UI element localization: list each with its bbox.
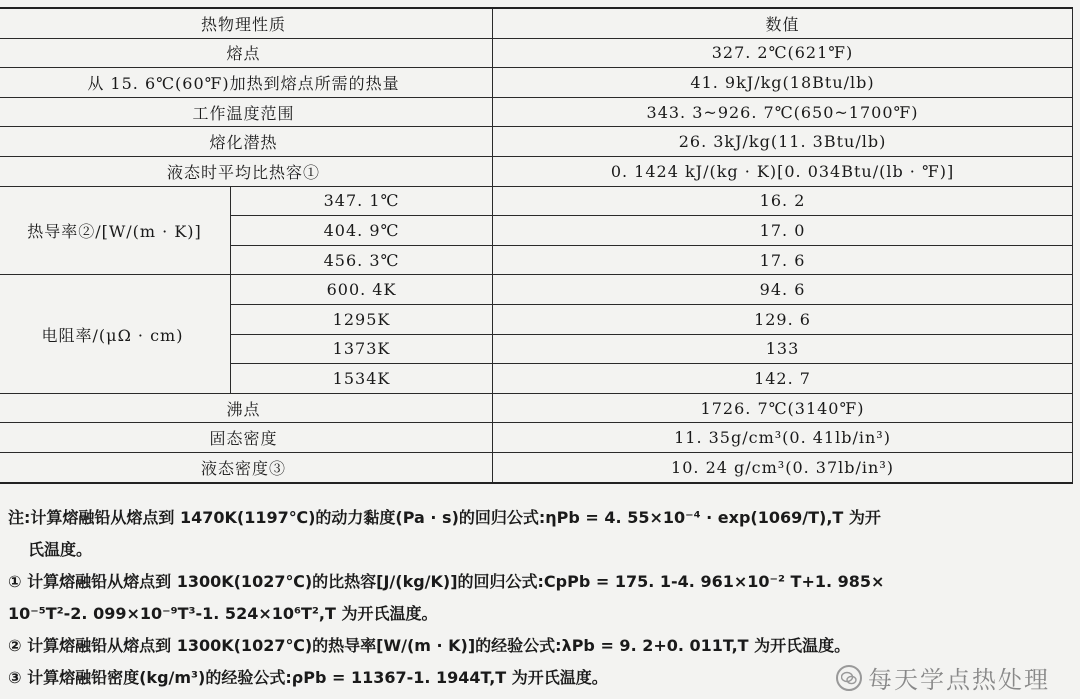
table-row [0,127,1073,157]
resistivity-value: 142. 7 [493,364,1073,394]
watermark-text: 每天学点热处理 [868,666,1050,694]
row-value: 11. 35g/cm³(0. 41lb/in³) [493,423,1073,453]
conductivity-value: 17. 0 [493,216,1073,246]
row-value: 343. 3~926. 7℃(650~1700℉) [493,97,1073,127]
resistivity-value: 133 [493,334,1073,364]
resistivity-value: 94. 6 [493,275,1073,305]
table-row [0,452,1073,482]
row-value: 1726. 7℃(3140℉) [493,393,1073,423]
row-label: 工作温度范围 [0,97,493,127]
table-row [0,97,1073,127]
resistivity-value: 129. 6 [493,304,1073,334]
watermark [836,660,1050,695]
row-value: 41. 9kJ/kg(18Btu/lb) [493,68,1073,98]
conductivity-temp: 456. 3℃ [231,245,493,275]
thermophysical-properties-table [0,7,1073,484]
conductivity-temp: 347. 1℃ [231,186,493,216]
wechat-icon [836,665,862,691]
table-row [0,275,1073,305]
table-row [0,156,1073,186]
note-conductivity: ② 计算熔融铅从熔点到 1300K(1027℃)的热导率[W/(m · K)]的经验公式:λPb = 9. 2+0. 011T,T 为开氏温度。 [8,636,851,655]
row-label: 从 15. 6℃(60℉)加热到熔点所需的热量 [0,68,493,98]
table-row [0,423,1073,453]
header-property: 热物理性质 [0,8,493,38]
row-label: 固态密度 [0,423,493,453]
resistivity-temp: 1534K [231,364,493,394]
header-value: 数值 [493,8,1073,38]
resistivity-temp: 1295K [231,304,493,334]
row-value: 327. 2℃(621℉) [493,38,1073,68]
conductivity-temp: 404. 9℃ [231,216,493,246]
table-row [0,68,1073,98]
table-header-row [0,8,1073,38]
conductivity-value: 17. 6 [493,245,1073,275]
note-viscosity: 注:计算熔融铅从熔点到 1470K(1197℃)的动力黏度(Pa · s)的回归公式:ηPb = 4. 55×10⁻⁴ · exp(1069/T),T 为开 [8,508,881,527]
row-label: 液态时平均比热容① [0,156,493,186]
conductivity-value: 16. 2 [493,186,1073,216]
note-viscosity-cont: 氏温度。 [28,540,93,559]
note-specific-heat-cont: 10⁻⁵T²-2. 099×10⁻⁹T³-1. 524×10⁶T²,T 为开氏温度。 [8,604,438,623]
row-label: 熔化潜热 [0,127,493,157]
resistivity-temp: 1373K [231,334,493,364]
row-value: 0. 1424 kJ/(kg · K)[0. 034Btu/(lb · ℉)] [493,156,1073,186]
note-density: ③ 计算熔融铅密度(kg/m³)的经验公式:ρPb = 11367-1. 1944T,T 为开氏温度。 [8,668,608,687]
table-row [0,393,1073,423]
row-label: 液态密度③ [0,452,493,482]
resistivity-temp: 600. 4K [231,275,493,305]
row-label: 熔点 [0,38,493,68]
row-label: 沸点 [0,393,493,423]
row-value: 10. 24 g/cm³(0. 37lb/in³) [493,452,1073,482]
row-value: 26. 3kJ/kg(11. 3Btu/lb) [493,127,1073,157]
table-row [0,38,1073,68]
conductivity-group-label: 热导率②/[W/(m · K)] [0,186,231,275]
resistivity-group-label: 电阻率/(μΩ · cm) [0,275,231,393]
table-row [0,186,1073,216]
note-specific-heat: ① 计算熔融铅从熔点到 1300K(1027℃)的比热容[J/(kg/K)]的回归公式:CpPb = 175. 1-4. 961×10⁻² T+1. 985× [8,572,885,591]
